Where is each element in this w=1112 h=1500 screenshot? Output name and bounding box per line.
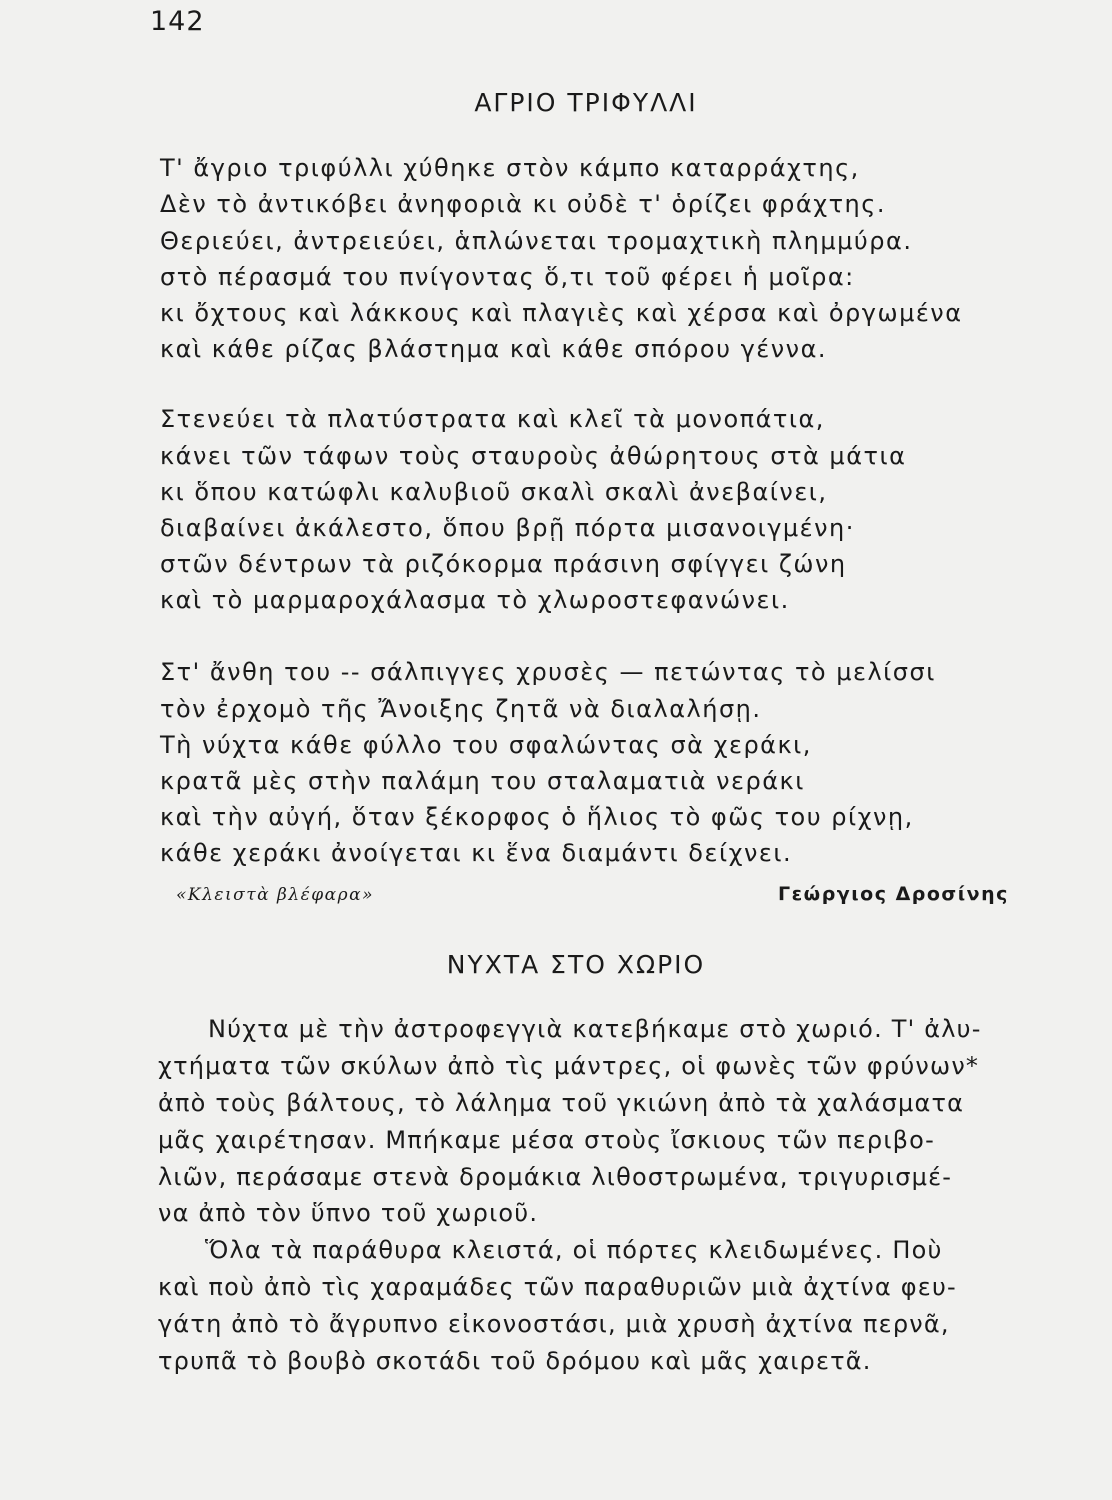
prose-line: χτήματα τῶν σκύλων ἀπὸ τὶς μάντρες, οἱ φωνὲς τῶν φρύνων* [158,1052,980,1080]
poem-line: κάνει τῶν τάφων τοὺς σταυροὺς ἀθώρητους στὰ μάτια [160,442,907,470]
page-number: 142 [150,6,205,37]
poem-line: Θεριεύει, ἀντρειεύει, ἁπλώνεται τρομαχτικὴ πλημμύρα. [160,227,913,255]
prose-title: ΝΥΧΤΑ ΣΤΟ ΧΩΡΙΟ [446,950,706,979]
prose-line: καὶ ποὺ ἀπὸ τὶς χαραμάδες τῶν παραθυριῶν μιὰ ἀχτίνα φευ- [158,1273,957,1301]
poem-author: Γεώργιος Δροσίνης [778,883,1009,905]
prose-line: Ὅλα τὰ παράθυρα κλειστά, οἱ πόρτες κλειδωμένες. Ποὺ [205,1236,943,1264]
prose-line: λιῶν, περάσαμε στενὰ δρομάκια λιθοστρωμένα, τριγυρισμέ- [158,1163,953,1191]
poem-line: κι ὅπου κατώφλι καλυβιοῦ σκαλὶ σκαλὶ ἀνεβαίνει, [160,478,828,506]
poem-line: κάθε χεράκι ἀνοίγεται κι ἕνα διαμάντι δείχνει. [160,839,793,867]
poem-line: Στ' ἄνθη του -- σάλπιγγες χρυσὲς — πετώντας τὸ μελίσσι [160,658,936,686]
poem-title: ΑΓΡΙΟ ΤΡΙΦΥΛΛΙ [474,88,698,117]
prose-line: ἀπὸ τοὺς βάλτους, τὸ λάλημα τοῦ γκιώνη ἀπὸ τὰ χαλάσματα [158,1089,965,1117]
poem-line: τὸν ἐρχομὸ τῆς Ἄνοιξης ζητᾶ νὰ διαλαλήσῃ. [160,695,762,723]
poem-line: καὶ κάθε ρίζας βλάστημα καὶ κάθε σπόρου γέννα. [160,335,828,363]
poem-line: κρατᾶ μὲς στὴν παλάμη του σταλαματιὰ νεράκι [160,767,805,795]
poem-line: καὶ τὴν αὐγή, ὅταν ξέκορφος ὁ ἥλιος τὸ φῶς του ρίχνῃ, [160,803,914,831]
poem-line: στῶν δέντρων τὰ ριζόκορμα πράσινη σφίγγει ζώνη [160,550,847,578]
poem-line: διαβαίνει ἀκάλεστο, ὅπου βρῇ πόρτα μισανοιγμένη· [160,514,855,542]
poem-line: κι ὄχτους καὶ λάκκους καὶ πλαγιὲς καὶ χέρσα καὶ ὀργωμένα [160,299,963,327]
prose-line: να ἀπὸ τὸν ὕπνο τοῦ χωριοῦ. [158,1199,539,1227]
prose-line: Νύχτα μὲ τὴν ἀστροφεγγιὰ κατεβήκαμε στὸ χωριό. Τ' ἀλυ- [208,1015,982,1043]
prose-line: τρυπᾶ τὸ βουβὸ σκοτάδι τοῦ δρόμου καὶ μᾶς χαιρετᾶ. [158,1347,872,1375]
poem-line: Τὴ νύχτα κάθε φύλλο του σφαλώντας σὰ χεράκι, [160,731,812,759]
poem-source: «Κλειστὰ βλέφαρα» [176,885,375,905]
prose-line: γάτη ἀπὸ τὸ ἄγρυπνο εἰκονοστάσι, μιὰ χρυσὴ ἀχτίνα περνᾶ, [158,1310,950,1338]
poem-line: Δὲν τὸ ἀντικόβει ἀνηφοριὰ κι οὐδὲ τ' ὁρίζει φράχτης. [160,190,886,218]
poem-line: Τ' ἄγριο τριφύλλι χύθηκε στὸν κάμπο καταρράχτης, [160,154,860,182]
poem-line: στὸ πέρασμά του πνίγοντας ὅ,τι τοῦ φέρει ἡ μοῖρα: [160,263,855,291]
poem-line: Στενεύει τὰ πλατύστρατα καὶ κλεῖ τὰ μονοπάτια, [160,405,825,433]
poem-line: καὶ τὸ μαρμαροχάλασμα τὸ χλωροστεφανώνει. [160,586,790,614]
prose-line: μᾶς χαιρέτησαν. Μπήκαμε μέσα στοὺς ἴσκιους τῶν περιβο- [158,1126,935,1154]
